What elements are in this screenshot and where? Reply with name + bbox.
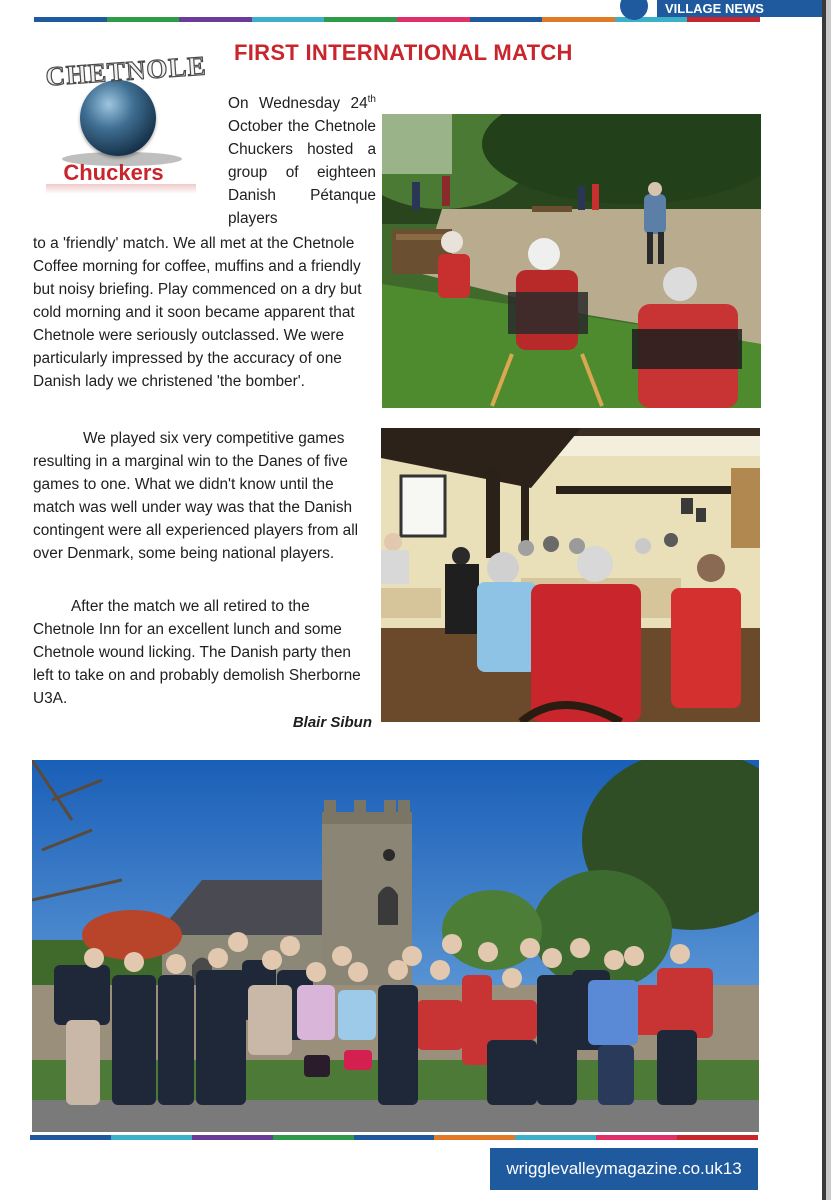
page-number: 13 <box>722 1159 742 1178</box>
footer-site[interactable]: wrigglevalleymagazine.co.uk <box>506 1159 723 1178</box>
article-paragraph-3: After the match we all retired to the Chetnole Inn for an excellent lunch and some Chetnole wound licking. The Danish party then left to take on and probably demolish Sherborne U3A. <box>33 598 361 707</box>
photo-group-church <box>32 760 759 1132</box>
article-author: Blair Sibun <box>292 714 372 731</box>
chetnole-chuckers-logo <box>36 50 216 196</box>
footer-bar <box>490 1148 758 1190</box>
petanque-ball-icon <box>80 80 156 156</box>
ordinal-suffix: th <box>367 94 376 105</box>
section-label: VILLAGE NEWS <box>657 0 822 17</box>
logo-wordmark: CHETNOLE <box>44 50 208 92</box>
header-color-stripe <box>34 17 760 22</box>
article-paragraph-1-intro: On Wednesday 24th October the Chetnole Chuckers hosted a group of eighteen Danish Pétanque players <box>228 94 376 228</box>
article-paragraph-1: to a 'friendly' match. We all met at the Chetnole Coffee morning for coffee, muffins and a friendly but noisy briefing. Play commenced on a dry but cold morning and it soon became apparent that Chetnole were seriously outclassed. We were particularly impressed by the accuracy of one Danish lady we christened 'the bomber'. <box>33 235 362 390</box>
photo-petanque-outdoor <box>382 114 761 408</box>
article-title: FIRST INTERNATIONAL MATCH <box>234 40 573 65</box>
photo-inn-lunch <box>381 428 760 722</box>
logo-subtitle: Chuckers <box>63 160 164 185</box>
article-paragraph-2: We played six very competitive games resulting in a marginal win to the Danes of five games to one. What we didn't know until the match was well under way was that the Danish contingent were all experienced players from all over Denmark, some being national players. <box>33 430 359 562</box>
footer-color-stripe <box>30 1135 758 1140</box>
